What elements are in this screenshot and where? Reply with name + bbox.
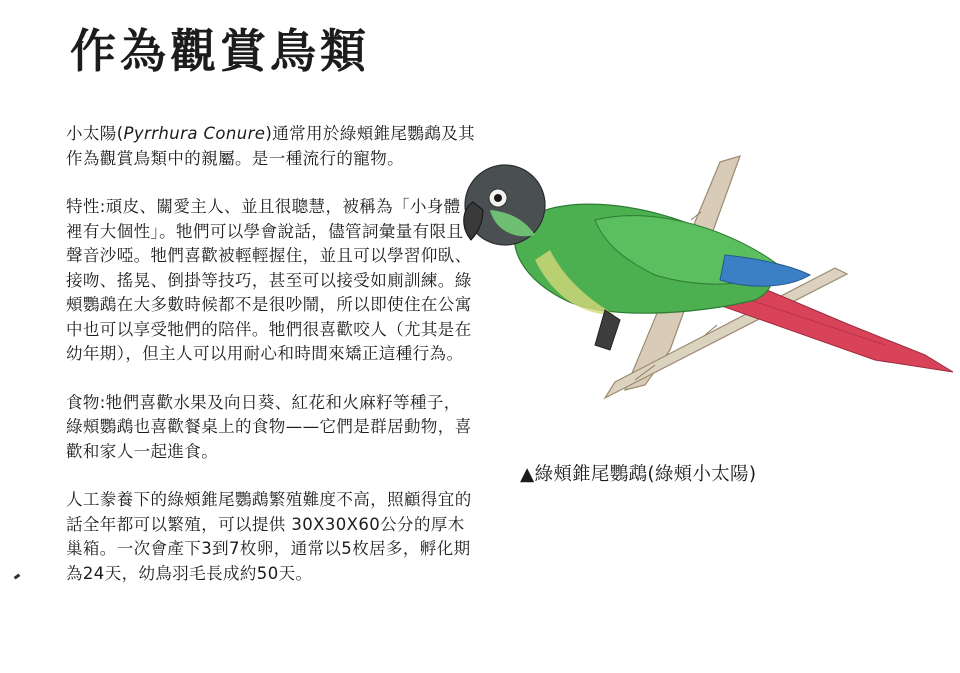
conure-illustration [455,150,955,410]
food-paragraph: 食物:牠們喜歡水果及向日葵、紅花和火麻籽等種子，綠頰鸚鵡也喜歡餐桌上的食物——它們是群居動物，喜歡和家人一起進食。 [66,392,472,461]
head [464,165,545,245]
figure-caption: ▲綠頰錐尾鸚鵡(綠頰小太陽) [520,464,757,485]
breeding-paragraph: 人工豢養下的綠頰錐尾鸚鵡繁殖難度不高，照顧得宜的話全年都可以繁殖，可以提供 30X30X60公分的厚木巢箱。一次會產下3到7枚卵，通常以5枚居多，孵化期為24天，幼鳥羽毛長成約50天。 [66,490,472,583]
intro-before: 小太陽( [66,124,124,143]
intro-after: )通常用於綠頰錐尾鸚鵡及其作為觀賞鳥類中的親屬。是一種流行的寵物。 [66,124,475,168]
scan-mark [14,574,21,580]
intro-paragraph [66,122,476,171]
traits-paragraph: 特性:頑皮、關愛主人、並且很聰慧，被稱為「小身體裡有大個性」。牠們可以學會說話，儘管詞彙量有限且聲音沙啞。牠們喜歡被輕輕握住，並且可以學習仰臥、接吻、搖晃、倒掛等技巧，甚至可以接受如廁訓練。綠頰鸚鵡在大多數時候都不是很吵鬧，所以即使住在公寓中也可以享受牠們的陪伴。牠們很喜歡咬人（尤其是在幼年期），但主人可以用耐心和時間來矯正這種行為。 [66,197,472,363]
page-title: 作為觀賞鳥類 [70,24,370,78]
article-body [66,122,476,586]
feet [595,310,620,350]
latin-name: Pyrrhura Conure [123,124,266,143]
